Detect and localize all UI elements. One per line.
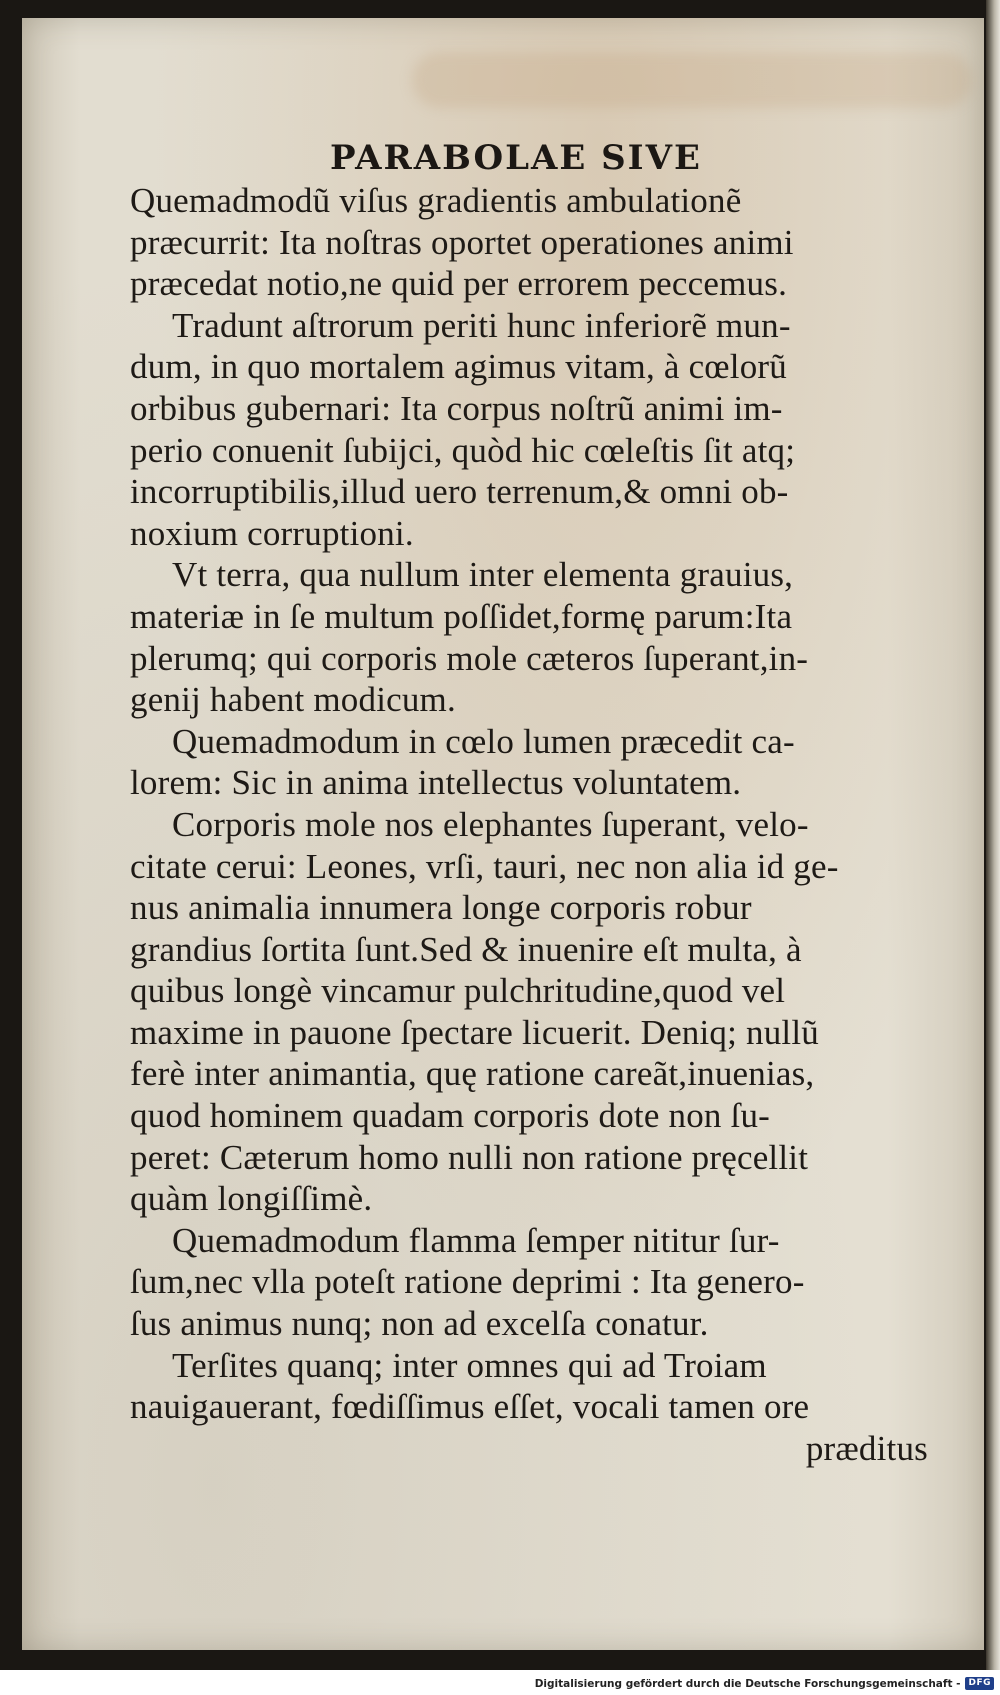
text-line: dum, in quo mortalem agimus vitam, à cœlorũ — [130, 347, 787, 387]
text-line: peret: Cæterum homo nulli non ratione pręcellit — [130, 1137, 809, 1177]
text-line: genij habent modicum. — [130, 680, 456, 720]
text-line: orbibus gubernari: Ita corpus noſtrũ animi im- — [130, 388, 783, 428]
text-line: ſum,nec vlla poteſt ratione deprimi : Ita genero- — [130, 1262, 805, 1302]
book-edge — [986, 0, 1000, 1670]
text-line: Quemadmodũ viſus gradientis ambulationẽ — [130, 181, 742, 220]
body-text — [130, 180, 930, 1469]
page-stain — [412, 52, 972, 108]
text-line: noxium corruptioni. — [130, 513, 414, 553]
text-line: incorruptibilis,illud uero terrenum,& omni ob- — [130, 472, 789, 512]
text-line: ſus animus nunq; non ad excelſa conatur. — [130, 1304, 709, 1344]
text-line: Corporis mole nos elephantes ſuperant, velo- — [172, 804, 809, 844]
text-line: citate cerui: Leones, vrſi, tauri, nec non alia id ge- — [130, 846, 839, 886]
text-line: Quemadmodum flamma ſemper nititur ſur- — [172, 1220, 780, 1260]
text-line: materiæ in ſe multum poſſidet,formę parum:Ita — [130, 596, 793, 636]
text-line: quod hominem quadam corporis dote non ſu- — [130, 1096, 771, 1136]
running-head: PARABOLAE SIVE — [330, 138, 702, 178]
text-line: lorem: Sic in anima intellectus voluntatem. — [130, 763, 742, 803]
catchword: præditus — [805, 1428, 928, 1468]
text-line: nus animalia innumera longe corporis robur — [130, 888, 752, 928]
text-line: perio conuenit ſubijci, quòd hic cœleſtis ſit atq; — [130, 430, 796, 470]
text-line: Terſites quanq; inter omnes qui ad Troiam — [172, 1345, 767, 1385]
text-line: præcedat notio,ne quid per errorem peccemus. — [130, 264, 788, 304]
text-line: præcurrit: Ita noſtras oportet operationes animi — [130, 222, 794, 262]
text-line: Tradunt aſtrorum periti hunc inferiorẽ mun- — [172, 305, 791, 345]
text-line: quibus longè vincamur pulchritudine,quod vel — [130, 971, 786, 1011]
digitization-credit — [535, 1677, 994, 1690]
text-line: grandius ſortita ſunt.Sed & inuenire eſt multa, à — [130, 929, 802, 969]
credit-text: Digitalisierung gefördert durch die Deutsche Forschungsgemeinschaft - — [534, 1677, 961, 1690]
text-line: plerumq; qui corporis mole cæteros ſuperant,in- — [130, 638, 809, 678]
dfg-logo: DFG — [965, 1677, 994, 1690]
text-line: maxime in pauone ſpectare licuerit. Deniq; nullũ — [130, 1012, 819, 1052]
text-line: nauigauerant, fœdiſſimus eſſet, vocali tamen ore — [130, 1387, 810, 1427]
text-line: ferè inter animantia, quę ratione careãt,inuenias, — [130, 1054, 815, 1094]
text-line: quàm longiſſimè. — [130, 1179, 373, 1219]
footer-bar — [0, 1670, 1000, 1695]
text-line: Vt terra, qua nullum inter elementa grauius, — [172, 555, 794, 595]
text-line: Quemadmodum in cœlo lumen præcedit ca- — [172, 721, 795, 761]
